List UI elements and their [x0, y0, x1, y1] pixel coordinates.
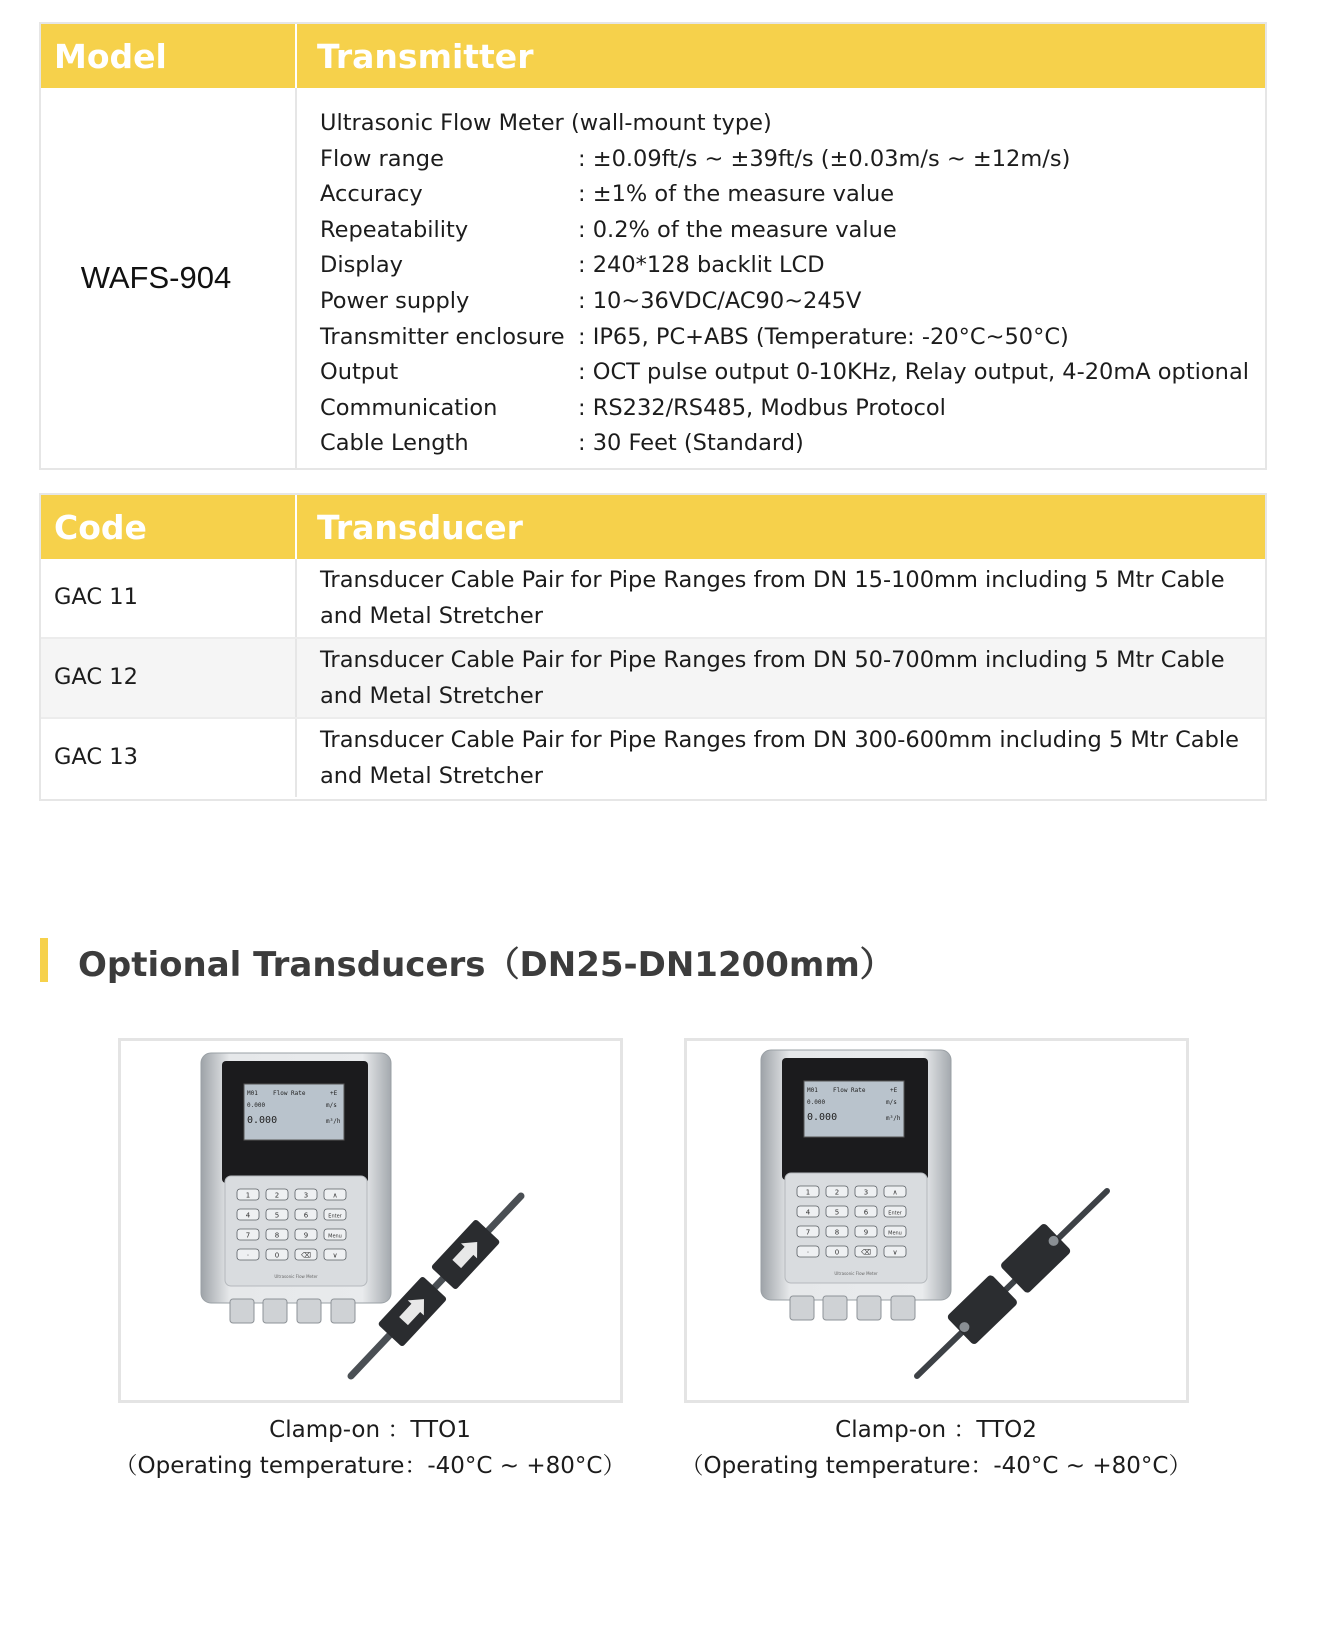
spec-value: : OCT pulse output 0-10KHz, Relay output, 4-20mA optional: [578, 359, 1249, 386]
caption-temperature: （Operating temperature：-40°C ~ +80°C）: [114, 1453, 626, 1479]
lcd-text: +E: [890, 1087, 898, 1094]
description-line: Transducer Cable Pair for Pipe Ranges from DN 50-700mm including 5 Mtr Cable: [320, 647, 1225, 673]
product-caption: [656, 1412, 1216, 1484]
keypad-button-label: 2: [834, 1188, 840, 1197]
keypad-button-label: 5: [274, 1211, 280, 1220]
spec-row: [320, 284, 1265, 320]
spec-value: : 0.2% of the measure value: [578, 216, 897, 243]
spec-label: Output: [320, 359, 399, 386]
description-line: and Metal Stretcher: [320, 762, 544, 789]
spec-label: Accuracy: [320, 181, 423, 208]
lcd-text: m³/h: [326, 1118, 341, 1125]
keypad-button-label: ·: [806, 1248, 810, 1257]
keypad-button-label: 3: [863, 1188, 869, 1197]
spec-label: Repeatability: [320, 216, 469, 243]
panel-text: Ultrasonic Flow Meter: [834, 1271, 878, 1276]
cable-gland: [857, 1296, 881, 1320]
code-value: GAC 12: [54, 664, 138, 691]
description-line: Transducer Cable Pair for Pipe Ranges from DN 15-100mm including 5 Mtr Cable: [320, 567, 1225, 593]
cable-gland: [230, 1299, 254, 1323]
keypad-button-label: 0: [274, 1251, 280, 1260]
caption-temperature: （Operating temperature：-40°C ~ +80°C）: [680, 1453, 1192, 1479]
spec-value: : ±0.09ft/s ~ ±39ft/s (±0.03m/s ~ ±12m/s): [578, 145, 1071, 172]
spec-label: Power supply: [320, 287, 470, 314]
product-caption: [90, 1412, 650, 1484]
spec-row: [320, 355, 1265, 391]
spec-value: : 10~36VDC/AC90~245V: [578, 287, 862, 314]
spec-value: : 240*128 backlit LCD: [578, 252, 825, 279]
keypad-button-label: ⌫: [861, 1248, 871, 1257]
spec-value: : ±1% of the measure value: [578, 181, 895, 208]
cable-gland: [891, 1296, 915, 1320]
keypad-button-label: 3: [303, 1191, 309, 1200]
keypad-button-label: ∧: [332, 1191, 338, 1200]
keypad-button-label: 5: [834, 1208, 840, 1217]
description-line: Transducer Cable Pair for Pipe Ranges from DN 300-600mm including 5 Mtr Cable: [320, 727, 1239, 753]
header-model: Model: [54, 36, 167, 76]
keypad-button-label: 2: [274, 1191, 280, 1200]
transducer-table-header: [41, 495, 1265, 559]
lcd-text: 0.000: [247, 1102, 266, 1109]
table-row: [41, 559, 1265, 637]
caption-model: Clamp-on ：TTO2: [835, 1417, 1037, 1443]
spec-row: [320, 391, 1265, 427]
keypad-button-label: 4: [805, 1208, 811, 1217]
header-transmitter: Transmitter: [317, 36, 534, 76]
spec-row: [320, 426, 1265, 462]
lcd-text: m/s: [326, 1102, 337, 1109]
flow-meter-illustration: [121, 1041, 620, 1400]
lcd-text: Flow Rate: [273, 1090, 306, 1097]
spec-value: : 30 Feet (Standard): [578, 430, 804, 457]
spec-row: [320, 142, 1265, 178]
spec-title: Ultrasonic Flow Meter (wall-mount type): [320, 110, 772, 136]
lcd-text: Flow Rate: [833, 1087, 866, 1094]
lcd-text: m/s: [886, 1099, 897, 1106]
lcd-text: +E: [330, 1090, 338, 1097]
keypad-button-label: Menu: [888, 1230, 902, 1237]
table-row: [41, 717, 1265, 797]
table-row: [41, 637, 1265, 717]
keypad-button-label: ·: [246, 1251, 250, 1260]
spec-row: [320, 177, 1265, 213]
spec-label: Flow range: [320, 145, 444, 172]
spec-label: Communication: [320, 394, 498, 421]
spec-row: [320, 213, 1265, 249]
transducer-code-table: [39, 493, 1267, 801]
keypad-button-label: ∧: [892, 1188, 898, 1197]
model-cell: [41, 88, 297, 468]
keypad-button-label: ⌫: [301, 1251, 311, 1260]
product-image-card: [118, 1038, 623, 1403]
keypad-button-label: Enter: [328, 1213, 342, 1220]
flow-meter-illustration: [687, 1041, 1186, 1400]
lcd-text: 0.000: [247, 1115, 278, 1126]
header-transducer: Transducer: [317, 507, 523, 547]
transmitter-table-header: [41, 24, 1265, 88]
lcd-text: M01: [807, 1087, 818, 1094]
keypad-button-label: 1: [245, 1191, 251, 1200]
keypad-button-label: 7: [245, 1231, 251, 1240]
panel-text: Ultrasonic Flow Meter: [274, 1274, 318, 1279]
keypad-button-label: 8: [834, 1228, 840, 1237]
keypad-button-label: 4: [245, 1211, 251, 1220]
spec-list: [297, 88, 1265, 468]
spec-label: Cable Length: [320, 430, 469, 457]
spec-value: : IP65, PC+ABS (Temperature: -20°C~50°C): [578, 323, 1069, 350]
spec-row: [320, 248, 1265, 284]
transmitter-spec-table: [39, 22, 1267, 470]
section-title: Optional Transducers（DN25-DN1200mm）: [78, 945, 894, 985]
cable-gland: [823, 1296, 847, 1320]
keypad-button-label: ∨: [892, 1248, 898, 1257]
keypad-button-label: 6: [303, 1211, 309, 1220]
description-line: and Metal Stretcher: [320, 682, 544, 709]
keypad-button-label: 8: [274, 1231, 280, 1240]
keypad-button-label: ∨: [332, 1251, 338, 1260]
spec-label: Transmitter enclosure: [320, 323, 565, 350]
keypad-button-label: 7: [805, 1228, 811, 1237]
cable-gland: [263, 1299, 287, 1323]
keypad-button-label: Menu: [328, 1233, 342, 1240]
keypad-button-label: 6: [863, 1208, 869, 1217]
caption-model: Clamp-on ：TTO1: [269, 1417, 471, 1443]
model-name: WAFS-904: [80, 260, 232, 295]
keypad-button-label: Enter: [888, 1210, 902, 1217]
section-accent-bar: [40, 938, 48, 982]
code-value: GAC 13: [54, 744, 138, 771]
lcd-text: 0.000: [807, 1099, 826, 1106]
keypad-button-label: 0: [834, 1248, 840, 1257]
keypad-button-label: 1: [805, 1188, 811, 1197]
header-code: Code: [54, 507, 147, 547]
lcd-text: m³/h: [886, 1115, 901, 1122]
cable-gland: [790, 1296, 814, 1320]
lcd-text: 0.000: [807, 1112, 838, 1123]
keypad-button-label: 9: [303, 1231, 309, 1240]
lcd-text: M01: [247, 1090, 258, 1097]
spec-row: [320, 320, 1265, 356]
code-value: GAC 11: [54, 584, 138, 611]
description-line: and Metal Stretcher: [320, 602, 544, 629]
keypad-button-label: 9: [863, 1228, 869, 1237]
spec-label: Display: [320, 252, 403, 279]
cable-gland: [331, 1299, 355, 1323]
spec-value: : RS232/RS485, Modbus Protocol: [578, 394, 946, 421]
product-image-card: [684, 1038, 1189, 1403]
cable-gland: [297, 1299, 321, 1323]
